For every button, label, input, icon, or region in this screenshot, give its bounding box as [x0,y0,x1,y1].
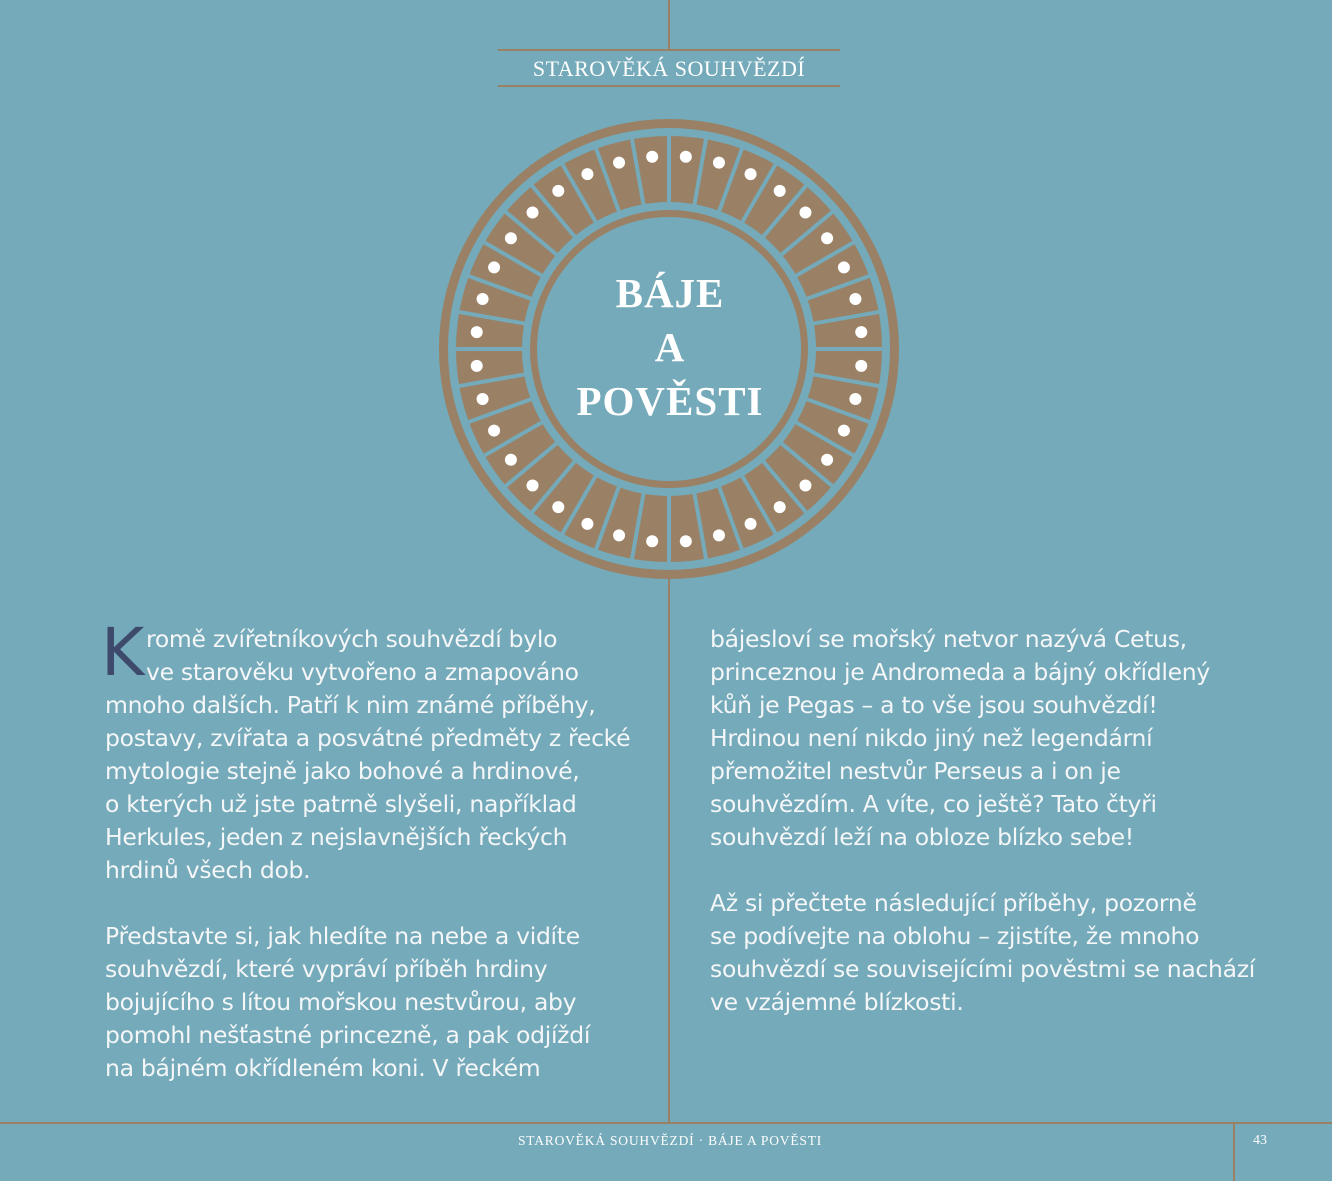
medallion-dot [646,535,658,547]
medallion-title-line-3: POVĚSTI [576,378,764,424]
page-number: 43 [1253,1132,1267,1148]
medallion-dot [713,529,725,541]
medallion-dot [849,293,861,305]
paragraph-3: bájesloví se mořský netvor nazývá Cetus, princeznou je Andromeda a bájný okřídlený kůň je Pegas – a to vše jsou souhvězdí! Hrdinou není nikdo jiný než legendární přemožitel nestvůr Perseus a i on je souhvězdím. A víte, co ještě? Tato čtyři souhvězdí leží na obloze blízko sebe! [710,625,1210,851]
medallion-dot [799,479,811,491]
medallion-dot [745,168,757,180]
medallion-dot [527,207,539,219]
medallion-dot [527,479,539,491]
medallion-title [525,266,815,428]
medallion-dot [680,151,692,163]
text-column-left [101,614,645,1085]
medallion-dot [821,454,833,466]
medallion-dot [488,261,500,273]
medallion-dot [799,207,811,219]
header-rule-top [498,49,840,51]
paragraph-1 [101,614,645,887]
text-column-right [710,623,1270,1019]
footer-running-title: STAROVĚKÁ SOUHVĚZDÍ · BÁJE A POVĚSTI [517,1132,823,1148]
medallion-dot [613,529,625,541]
medallion-dot [613,157,625,169]
medallion-dot [581,518,593,530]
medallion-title-line-1: BÁJE [615,270,725,316]
paragraph-2: Představte si, jak hledíte na nebe a vidíte souhvězdí, které vypráví příběh hrdiny bojujícího s lítou mořskou nestvůrou, aby pomohl nešťastné princezně, a pak odjíždí na bájném okřídleném koni. V řeckém [105,922,591,1082]
medallion-dot [505,454,517,466]
medallion-dot [680,535,692,547]
drop-cap: K [101,614,144,691]
medallion-title-line-2: A [654,324,686,370]
medallion-dot [505,232,517,244]
medallion-dot [855,360,867,372]
medallion-dot [774,501,786,513]
medallion-dot [552,185,564,197]
medallion-dot [581,168,593,180]
section-header: STAROVĚKÁ SOUHVĚZDÍ [532,55,806,81]
medallion-dot [471,326,483,338]
header-rule-bottom [498,85,840,87]
medallion-dot [838,261,850,273]
medallion-dot [713,157,725,169]
center-divider-top [668,0,670,50]
medallion-dot [821,232,833,244]
medallion-dot [471,360,483,372]
medallion-dot [477,393,489,405]
medallion-dot [745,518,757,530]
medallion-dot [849,393,861,405]
medallion-dot [774,185,786,197]
paragraph-4: Až si přečtete následující příběhy, pozorně se podívejte na oblohu – zjistíte, že mnoho souhvězdí se souvisejícími pověstmi se nachází ve vzájemné blízkosti. [710,889,1256,1016]
medallion-dot [552,501,564,513]
paragraph-1-text: romě zvířetníkových souhvězdí bylo ve starověku vytvořeno a zmapováno mnoho dalších. Patří k nim známé příběhy, postavy, zvířata a posvátné předměty z řecké mytologie stejně jako bohové a hrdinové, o kterých už jste patrně slyšeli, například Herkules, jeden z nejslavnějších řeckých hrdinů všech dob. [105,625,631,884]
center-divider-bottom [668,577,670,1123]
medallion-dot [855,326,867,338]
medallion-dot [477,293,489,305]
medallion-dot [646,151,658,163]
medallion-dot [488,425,500,437]
medallion-dot [838,425,850,437]
